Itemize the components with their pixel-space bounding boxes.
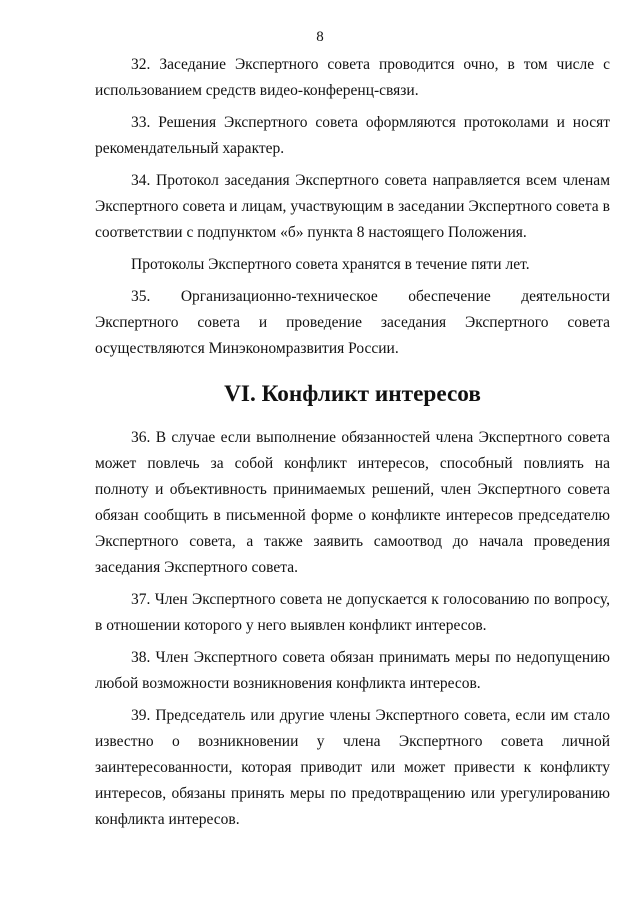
paragraph-37: 37. Член Экспертного совета не допускается к голосованию по вопросу, в отношении которого у него выявлен конфликт интересов. <box>95 591 610 634</box>
document-body <box>95 52 610 839</box>
paragraph-39: 39. Председатель или другие члены Экспертного совета, если им стало известно о возникновении у члена Экспертного совета личной заинтересованности, которая приводит или может привести к конфликту интересов, обязаны принять меры по предотвращению или урегулированию конфликта интересов. <box>95 707 610 828</box>
paragraph-36: 36. В случае если выполнение обязанностей члена Экспертного совета может повлечь за собой конфликт интересов, способный повлиять на полноту и объективность принимаемых решений, член Экспертного совета обязан сообщить в письменной форме о конфликте интересов председателю Экспертного совета, а также заявить самоотвод до начала проведения заседания Экспертного совета. <box>95 429 610 576</box>
paragraph-35: 35. Организационно-техническое обеспечение деятельности Экспертного совета и проведение заседания Экспертного совета осуществляются Минэкономразвития России. <box>95 288 610 357</box>
page-number: 8 <box>316 29 324 45</box>
paragraph-34: 34. Протокол заседания Экспертного совета направляется всем членам Экспертного совета и лицам, участвующим в заседании Экспертного совета в соответствии с подпунктом «б» пункта 8 настоящего Положения. <box>95 172 610 241</box>
paragraph-32: 32. Заседание Экспертного совета проводится очно, в том числе с использованием средств видео-конференц-связи. <box>95 56 610 99</box>
paragraph-38: 38. Член Экспертного совета обязан принимать меры по недопущению любой возможности возникновения конфликта интересов. <box>95 649 610 692</box>
paragraph-protocol-storage: Протоколы Экспертного совета хранятся в течение пяти лет. <box>131 256 530 273</box>
paragraph-33: 33. Решения Экспертного совета оформляются протоколами и носят рекомендательный характер. <box>95 114 610 157</box>
section-heading: VI. Конфликт интересов <box>224 381 481 407</box>
